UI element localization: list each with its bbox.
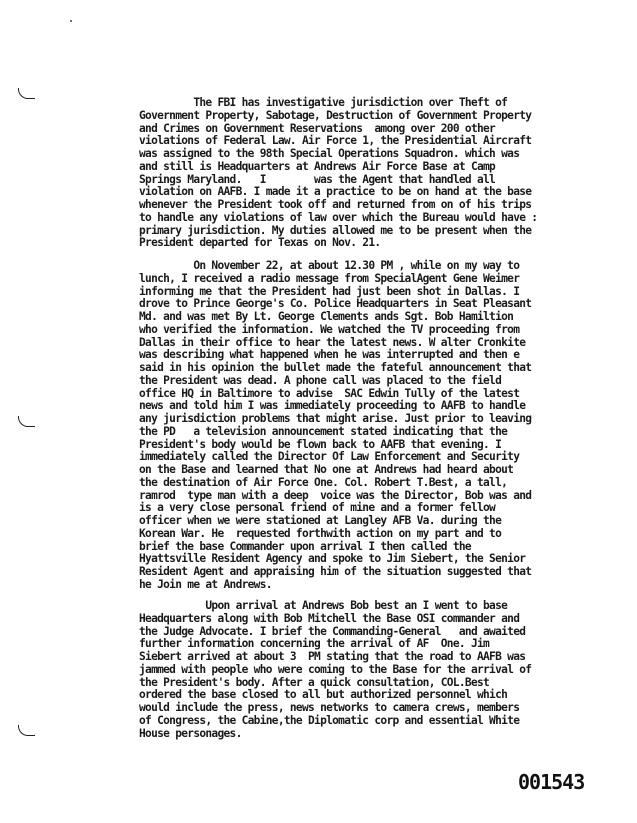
text-line: lunch, I received a radio message from SpecialAgent Gene Weimer <box>139 271 520 285</box>
text-line: Dallas in their office to hear the latest news. W alter Cronkite <box>139 335 526 349</box>
text-line: any jurisdiction problems that might arise. Just prior to leaving <box>139 412 532 425</box>
text-line: the PD a television announcement stated indicating that the <box>139 424 508 438</box>
text-line: to handle any violations of law over which the Bureau would have : <box>139 210 538 224</box>
text-line: who verified the information. We watched the TV proceeding from <box>139 322 520 336</box>
text-line: further information concerning the arrival of AF One. Jim <box>139 637 490 651</box>
punch-hole-mark-bottom <box>18 725 35 736</box>
text-line: and Crimes on Government Reservations among over 200 other <box>139 121 496 135</box>
text-line: ordered the base closed to all but authorized personnel which <box>139 688 508 702</box>
text-line: the Judge Advocate. I brief the Commanding-General and awaited <box>139 624 526 638</box>
text-line: ramrod type man with a deep voice was the Director, Bob was and <box>139 488 532 502</box>
text-line: news and told him I was immediately proceeding to AAFB to handle <box>139 399 526 413</box>
text-line: House personages. <box>139 726 242 740</box>
scan-speck <box>70 20 72 22</box>
text-line: office HQ in Baltimore to advise SAC Edwin Tully of the latest <box>139 386 520 400</box>
text-line: Resident Agent and appraising him of the situation suggested that <box>139 565 532 578</box>
text-line: Headquarters along with Bob Mitchell the Base OSI commander and <box>139 611 520 625</box>
text-line: President departed for Texas on Nov. 21. <box>139 236 381 250</box>
text-line: the destination of Air Force One. Col. Robert T.Best, a tall, <box>139 475 508 489</box>
text-line: On November 22, at about 12.30 PM , while on my way to <box>139 259 520 272</box>
text-line: of Congress, the Cabine,the Diplomatic corp and essential White <box>139 713 520 727</box>
text-line: The FBI has investigative jurisdiction over Theft of <box>139 96 508 109</box>
text-line: violation on AAFB. I made it a practice to be on hand at the base <box>139 185 532 199</box>
text-line: was describing what happened when he was interrupted and then e <box>139 348 520 362</box>
text-line: Siebert arrived at about 3 PM stating that the road to AAFB was <box>139 650 526 663</box>
text-line: Government Property, Sabotage, Destruction of Government Property <box>139 108 532 122</box>
text-line: Korean War. He requested forthwith action on my part and to <box>139 526 502 540</box>
text-line: was assigned to the 98th Special Operations Squadron. which was <box>139 147 520 160</box>
text-line: on the Base and learned that No one at Andrews had heard about <box>139 463 514 476</box>
paragraph-arrival-andrews <box>139 600 544 740</box>
text-line: brief the base Commander upon arrival I then called the <box>139 539 471 553</box>
text-line: immediately called the Director Of Law Enforcement and Security <box>139 450 520 464</box>
text-line: he Join me at Andrews. <box>139 577 272 591</box>
text-line: Hyattsville Resident Agency and spoke to Jim Siebert, the Senior <box>139 552 526 566</box>
page-number: 001543 <box>518 770 585 794</box>
text-line: informing me that the President had just been shot in Dallas. I <box>139 284 520 298</box>
text-line: whenever the President took off and returned from on of his trips <box>139 198 532 211</box>
text-line: would include the press, news networks to camera crews, members <box>139 701 520 714</box>
text-line: Upon arrival at Andrews Bob best an I went to base <box>139 599 508 612</box>
paragraph-november-22 <box>139 260 544 592</box>
text-line: is a very close personal friend of mine and a former fellow <box>139 501 496 515</box>
text-line: drove to Prince George's Co. Police Headquarters in Seat Pleasant <box>139 297 532 311</box>
paragraph-fbi-jurisdiction <box>139 97 544 250</box>
text-line: primary jurisdiction. My duties allowed me to be present when the <box>139 223 532 237</box>
text-line: violations of Federal Law. Air Force 1, the Presidential Aircraft <box>139 134 532 148</box>
text-line: Springs Maryland. I was the Agent that handled all <box>139 172 496 186</box>
punch-hole-mark-middle <box>18 416 35 427</box>
text-line: the President was dead. A phone call was placed to the field <box>139 373 502 387</box>
text-line: Md. and was met By Lt. George Clements ands Sgt. Bob Hamiltion <box>139 310 514 323</box>
text-line: jammed with people who were coming to the Base for the arrival of <box>139 662 532 676</box>
text-line: officer when we were stationed at Langley AFB Va. during the <box>139 514 502 527</box>
punch-hole-mark-top <box>18 88 35 99</box>
text-line: the President's body. After a quick consultation, COL.Best <box>139 675 490 689</box>
text-line: President's body would be flown back to AAFB that evening. I <box>139 437 502 451</box>
text-line: and still is Headquarters at Andrews Air Force Base at Camp <box>139 159 496 173</box>
text-line: said in his opinion the bullet made the fateful announcement that <box>139 361 532 374</box>
